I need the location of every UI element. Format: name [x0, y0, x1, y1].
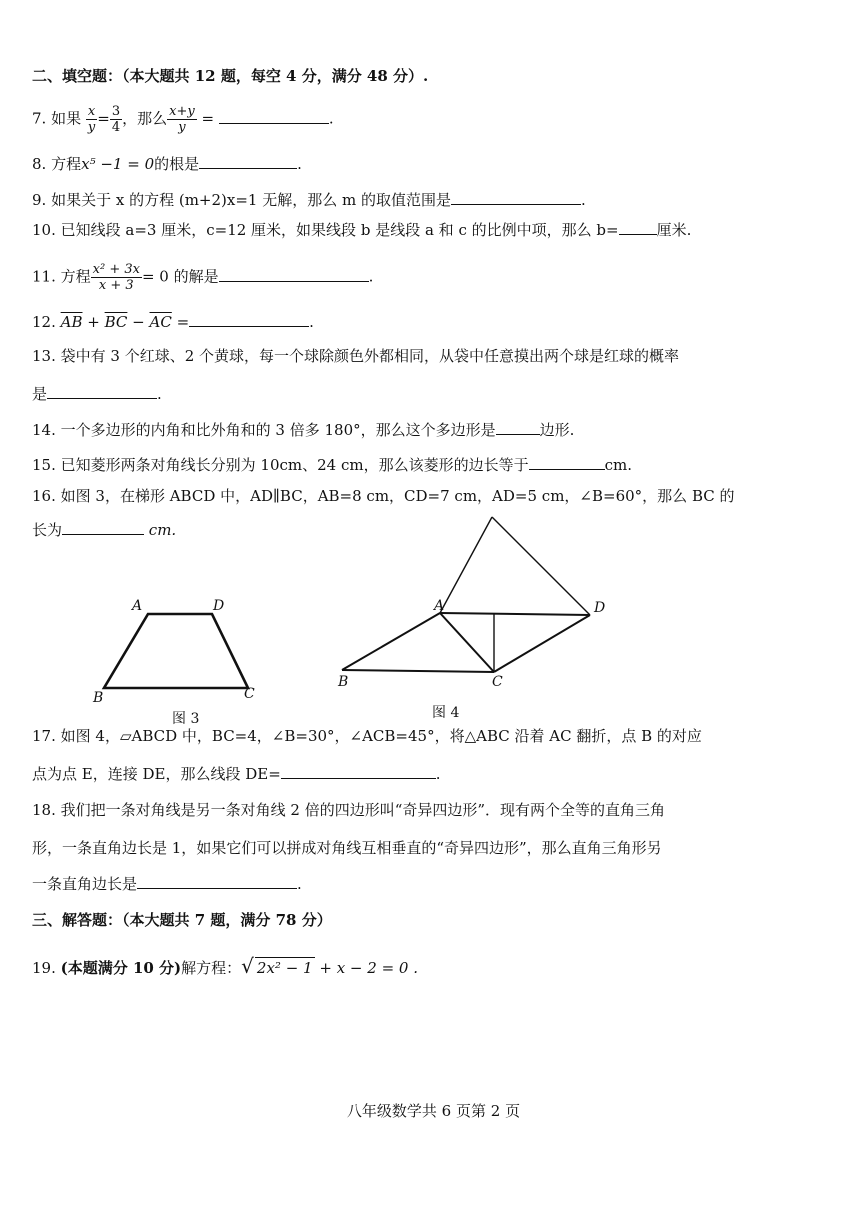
- q9-end: .: [581, 191, 586, 209]
- q17-end: .: [435, 765, 441, 783]
- q11-equals: = 0 的解是: [141, 267, 219, 286]
- q11-prefix: 方程: [60, 267, 91, 286]
- fig3-label-d: D: [213, 598, 225, 614]
- q11-end: .: [368, 267, 374, 286]
- q16-line2-text: 长为: [32, 521, 63, 539]
- q10-end: 厘米.: [656, 221, 692, 239]
- q18-text: 我们把一条对角线是另一条对角线 2 倍的四边形叫“奇异四边形”．现有两个全等的直角三角: [60, 801, 666, 819]
- fig4-segment-ab: [342, 613, 440, 670]
- q12-number: 12.: [32, 313, 56, 331]
- q7-middle: ，那么: [122, 109, 168, 128]
- fig4-label-c: C: [492, 674, 503, 690]
- q17-number: 17.: [32, 727, 56, 745]
- question-18-line3: [32, 874, 302, 894]
- q12-vector-bc: $\overline{BC}$: [104, 313, 128, 331]
- q19-rest: + x − 2 = 0 .: [314, 959, 418, 977]
- q14-text: 一个多边形的内角和比外角和的 3 倍多 180°，那么这个多边形是: [60, 421, 496, 439]
- q10-number: 10.: [32, 221, 56, 239]
- q7-fraction-3-over-4: $\frac{3}{4}$: [111, 104, 121, 135]
- q17-answer-blank[interactable]: [281, 764, 436, 779]
- q8-number: 8.: [32, 155, 47, 173]
- q7-fraction-x-over-y: $\frac{x}{y}$: [87, 104, 96, 135]
- q7-end: .: [328, 109, 334, 128]
- question-18-line2: [32, 838, 662, 858]
- q12-minus: −: [127, 313, 150, 331]
- fig4-segment-cd: [494, 615, 590, 672]
- fig3-label-a: A: [132, 598, 143, 614]
- fig4-segment-ed: [492, 517, 590, 615]
- q18-number: 18.: [32, 801, 56, 819]
- q17-line2-text: 点为点 E，连接 DE，那么线段 DE=: [32, 765, 281, 783]
- q10-text: 已知线段 a=3 厘米，c=12 厘米，如果线段 b 是线段 a 和 c 的比例中项，那么 b=: [60, 221, 619, 239]
- q14-end: 边形.: [539, 421, 575, 439]
- question-17-line2: [32, 764, 441, 784]
- question-18: [32, 800, 665, 820]
- q16-number: 16.: [32, 487, 56, 505]
- q19-radicand: 2x² − 1: [256, 959, 313, 977]
- q12-vector-ab: $\overline{AB}$: [60, 313, 83, 331]
- q12-end: .: [309, 313, 314, 331]
- fig3-trapezoid: [104, 614, 248, 688]
- q15-text: 已知菱形两条对角线长分别为 10cm、24 cm，那么该菱形的边长等于: [60, 456, 529, 474]
- q9-text: 如果关于 x 的方程 (m+2)x=1 无解，那么 m 的取值范围是: [51, 191, 451, 209]
- question-17: [32, 726, 702, 746]
- page-footer: 八年级数学共 6 页第 2 页: [346, 1102, 521, 1120]
- q13-text: 袋中有 3 个红球、2 个黄球，每一个球除颜色外都相同，从袋中任意摸出两个球是红球的概率: [60, 347, 680, 365]
- q11-fraction: $\frac{\text{x² + 3x}}{x + 3}$: [92, 262, 140, 293]
- q19-prefix: 解方程：: [181, 959, 242, 977]
- fig4-caption: 图 4: [432, 705, 460, 721]
- section-2-heading: 二、填空题：（本大题共 12 题，每空 4 分，满分 48 分）.: [32, 67, 429, 85]
- q18-answer-blank[interactable]: [137, 874, 297, 889]
- q15-number: 15.: [32, 456, 56, 474]
- q13-line2-text: 是: [32, 385, 48, 403]
- q14-number: 14.: [32, 421, 56, 439]
- q16-end: cm.: [148, 521, 177, 539]
- q13-end: .: [157, 385, 162, 403]
- fig4-segment-ae: [440, 517, 492, 613]
- q17-text: 如图 4，▱ABCD 中，BC=4，∠B=30°，∠ACB=45°，将△ABC 沿着 AC 翻折，点 B 的对应: [60, 727, 702, 745]
- q13-number: 13.: [32, 347, 56, 365]
- q8-suffix: 的根是: [154, 155, 200, 173]
- q12-plus: +: [82, 313, 105, 331]
- q12-vector-ac: $\overline{AC}$: [149, 313, 172, 331]
- fig3-label-b: B: [93, 690, 104, 706]
- q7-number: 7.: [32, 109, 47, 128]
- fig3-caption: 图 3: [172, 711, 200, 727]
- q19-number: 19.: [32, 959, 56, 977]
- fig4-label-b: B: [338, 674, 349, 690]
- question-19: [32, 956, 418, 978]
- q12-equals: =: [171, 313, 190, 331]
- q7-equals-2: =: [201, 109, 215, 128]
- q16-text: 如图 3，在梯形 ABCD 中，AD∥BC，AB=8 cm，CD=7 cm，AD=5 cm，∠B=60°，那么 BC 的: [60, 487, 735, 505]
- fig4-segment-bc: [342, 670, 494, 672]
- q7-fraction-xy-over-y: $\frac{x+y}{y}$: [169, 104, 195, 135]
- q9-number: 9.: [32, 191, 47, 209]
- fig4-drawing: [342, 517, 590, 672]
- q18-line3-text: 一条直角边长是: [32, 875, 138, 893]
- fig4-label-a: A: [434, 598, 445, 614]
- q8-end: .: [297, 155, 302, 173]
- section-3-heading: 三、解答题：（本大题共 7 题，满分 78 分）: [32, 911, 332, 929]
- q8-expression: x⁵ −1 = 0: [81, 155, 155, 173]
- fig4-segment-ad: [440, 613, 590, 615]
- fig3-label-c: C: [244, 686, 255, 702]
- q7-prefix: 如果: [51, 109, 82, 128]
- q19-score: (本题满分 10 分): [60, 959, 182, 977]
- fig4-segment-ac: [440, 613, 494, 672]
- q8-prefix: 方程: [51, 155, 82, 173]
- q15-end: cm.: [604, 456, 633, 474]
- q18-line2-text: 形，一条直角边长是 1，如果它们可以拼成对角线互相垂直的“奇异四边形”，那么直角三角形另: [32, 839, 662, 857]
- q19-sqrt-sign: √: [241, 954, 254, 978]
- q7-equals: =: [97, 109, 110, 128]
- q18-end: .: [297, 875, 302, 893]
- fig4-label-d: D: [594, 600, 606, 616]
- q11-number: 11.: [32, 267, 56, 286]
